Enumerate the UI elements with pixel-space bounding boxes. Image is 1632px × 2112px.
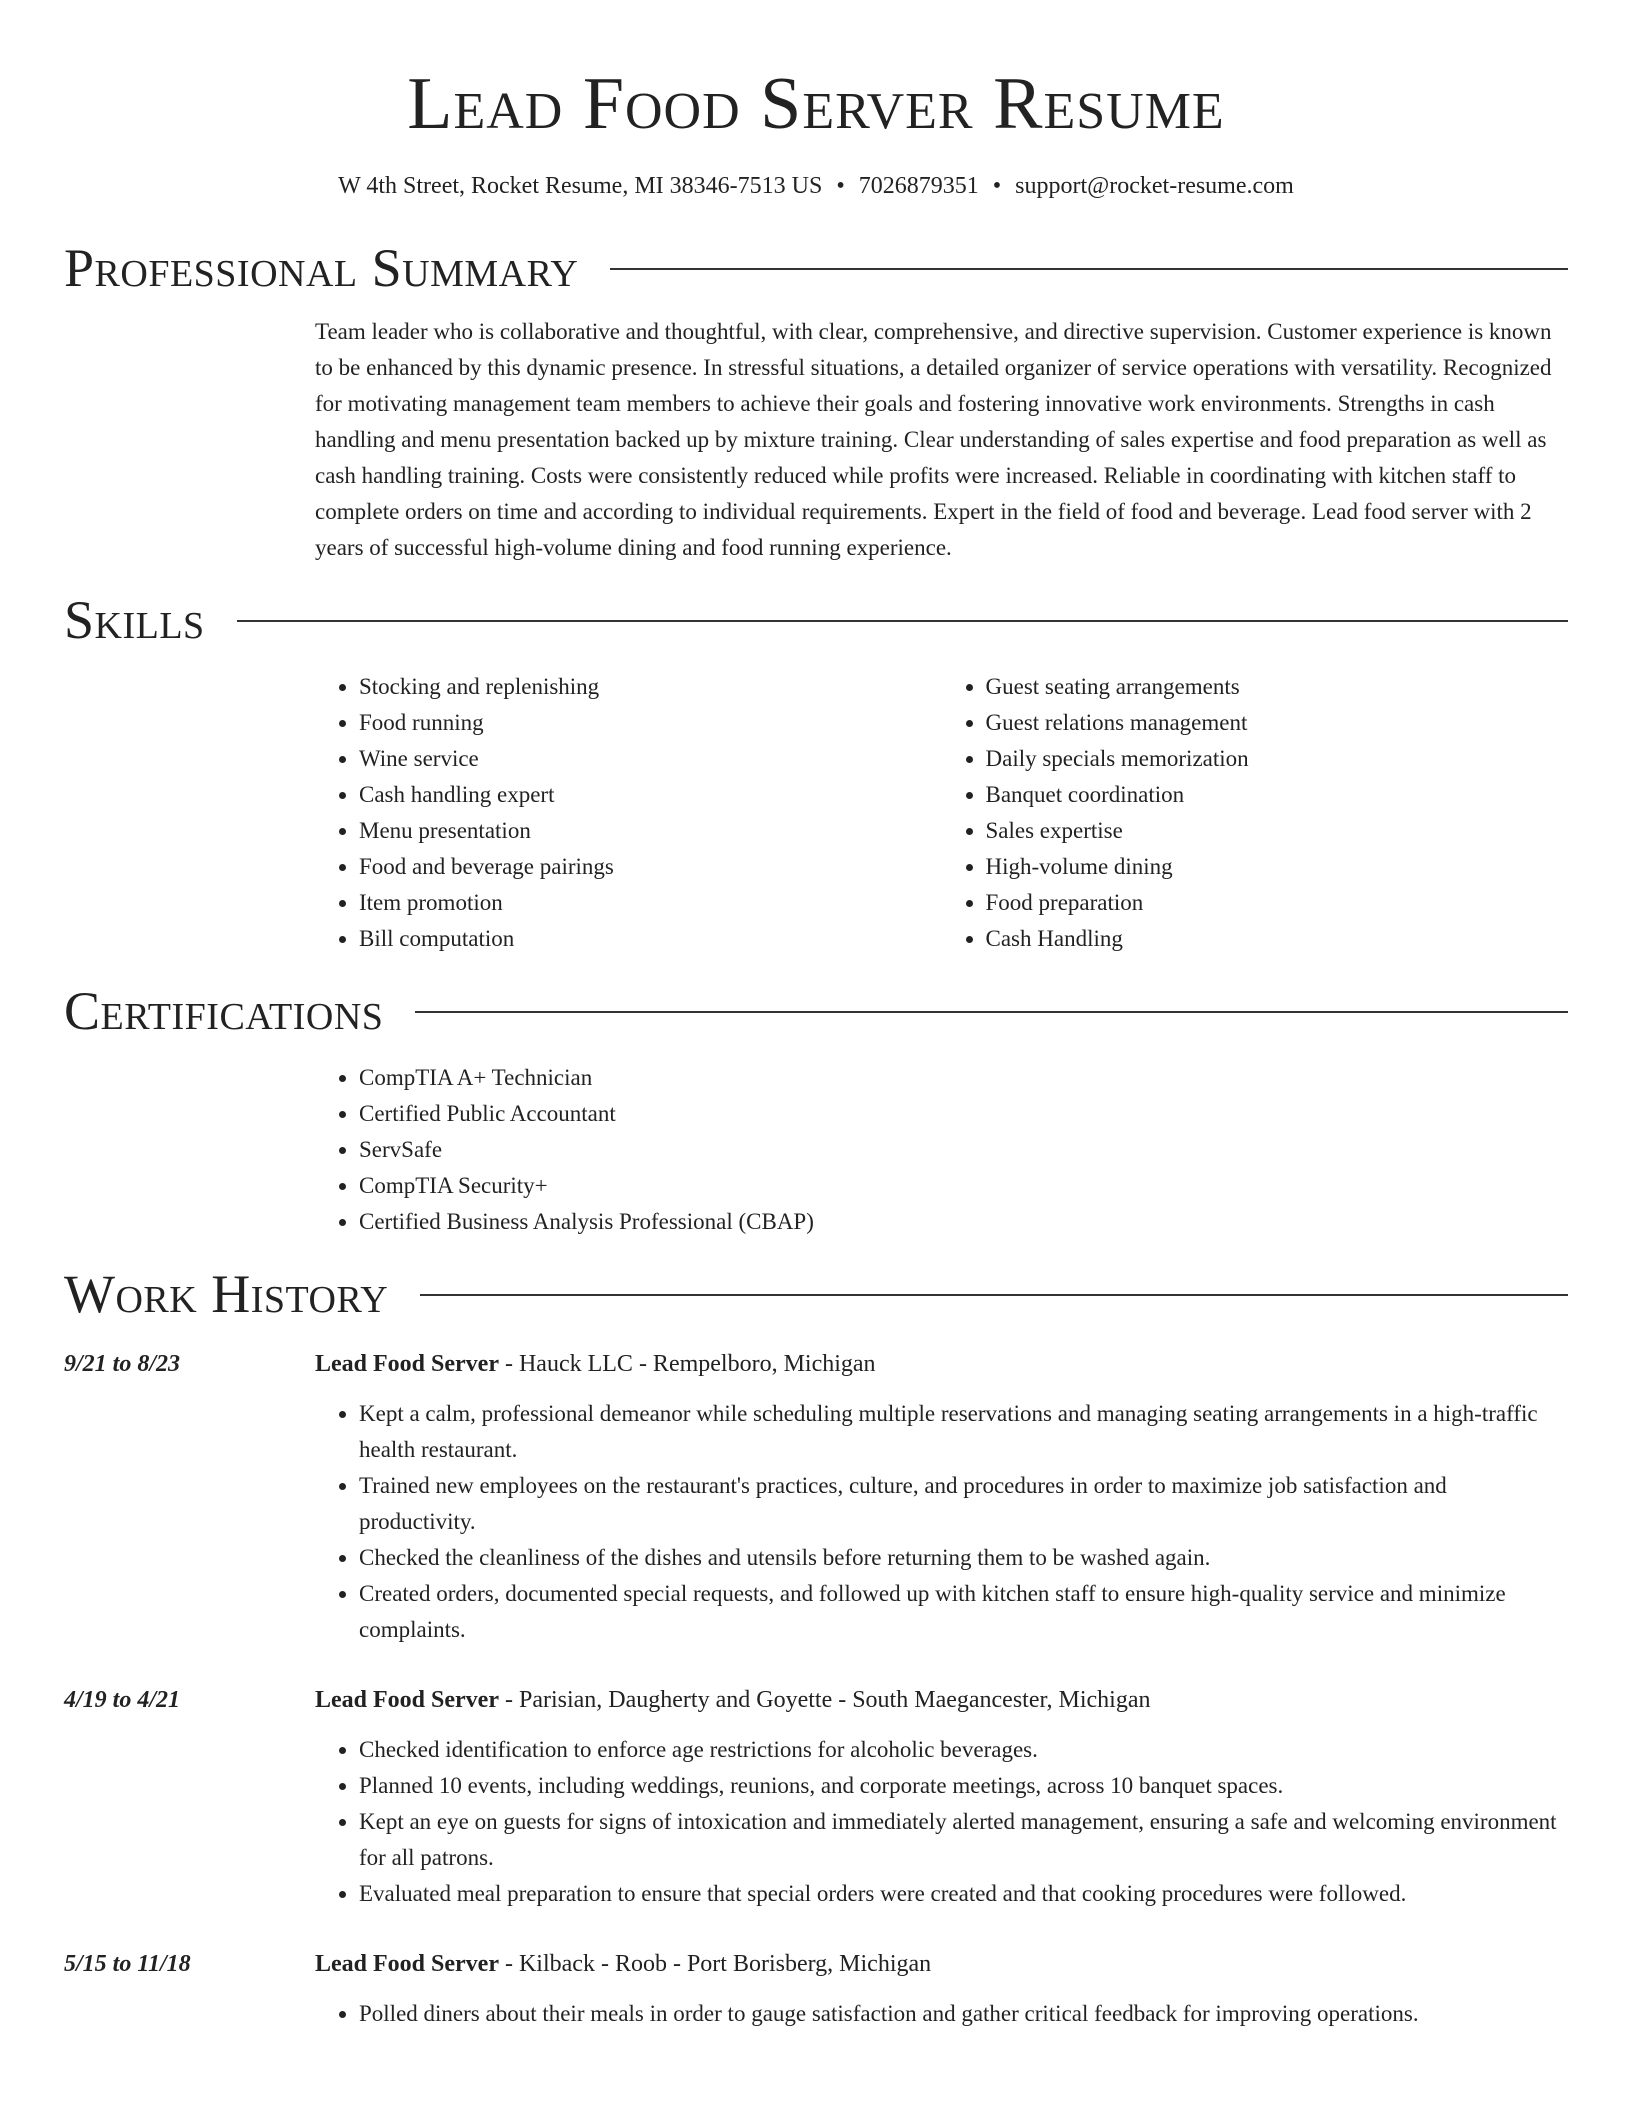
certification-item: • ServSafe xyxy=(359,1132,1568,1168)
job-heading xyxy=(315,1346,1568,1382)
job-duty: • Checked the cleanliness of the dishes and utensils before returning them to be washed again. xyxy=(359,1540,1568,1576)
certifications-list xyxy=(315,1060,1568,1240)
job-employer: - Hauck LLC - Rempelboro, Michigan xyxy=(498,1351,876,1377)
skill-item: • Cash handling expert xyxy=(359,777,942,813)
job-employer: - Parisian, Daugherty and Goyette - South Maegancester, Michigan xyxy=(498,1687,1151,1713)
job-duty: • Planned 10 events, including weddings, reunions, and corporate meetings, across 10 banquet spaces. xyxy=(359,1768,1568,1804)
job-duties xyxy=(315,1996,1568,2032)
job-duties xyxy=(315,1396,1568,1648)
job-dates: 9/21 to 8/23 xyxy=(64,1351,181,1377)
certification-item: • Certified Public Accountant xyxy=(359,1096,1568,1132)
certification-item: • Certified Business Analysis Professional (CBAP) xyxy=(359,1204,1568,1240)
skill-item: • Banquet coordination xyxy=(986,777,1569,813)
skill-item: • Guest relations management xyxy=(986,705,1569,741)
summary-text: Team leader who is collaborative and thoughtful, with clear, comprehensive, and directive supervision. Customer experience is known to be enhanced by this dynamic presence. In stressful situations, a detailed organizer of service operations with versatility. Recognized for motivating management team members to achieve their goals and fostering innovative work environments. Strengths in cash handling and menu presentation backed up by mixture training. Clear understanding of sales expertise and food preparation as well as cash handling training. Costs were consistently reduced while profits were increased. Reliable in coordinating with kitchen staff to complete orders on time and according to individual requirements. Expert in the field of food and beverage. Lead food server with 2 years of successful high-volume dining and food running experience. xyxy=(315,319,1552,560)
job-duty: • Evaluated meal preparation to ensure that special orders were created and that cooking procedures were followed. xyxy=(359,1876,1568,1912)
contact-phone: 7026879351 xyxy=(858,173,979,199)
job-duty: • Kept a calm, professional demeanor while scheduling multiple reservations and managing seating arrangements in a high-traffic health restaurant. xyxy=(359,1396,1568,1468)
skill-item: • Item promotion xyxy=(359,885,942,921)
skill-item: • Food running xyxy=(359,705,942,741)
resume-title: Lead Food Server Resume xyxy=(407,63,1225,145)
job-duty: • Trained new employees on the restaurant's practices, culture, and procedures in order to maximize job satisfaction and productivity. xyxy=(359,1468,1568,1540)
contact-separator: • xyxy=(992,173,1002,199)
job-entry xyxy=(64,1946,1568,2032)
summary-heading: Professional Summary xyxy=(64,238,579,298)
skill-item: • Stocking and replenishing xyxy=(359,669,942,705)
job-duties xyxy=(315,1732,1568,1912)
job-dates: 5/15 to 11/18 xyxy=(64,1951,191,1977)
resume-page xyxy=(64,0,1568,2032)
job-entry xyxy=(64,1682,1568,1912)
job-duty: • Checked identification to enforce age restrictions for alcoholic beverages. xyxy=(359,1732,1568,1768)
skill-item: • Daily specials memorization xyxy=(986,741,1569,777)
skills-list xyxy=(315,669,1568,957)
certifications-section-header xyxy=(64,979,1568,1043)
job-duty: • Created orders, documented special requests, and followed up with kitchen staff to ensure high-quality service and minimize complaints. xyxy=(359,1576,1568,1648)
skills-section-header xyxy=(64,588,1568,652)
skill-item: • Cash Handling xyxy=(986,921,1569,957)
section-divider xyxy=(610,268,1568,270)
contact-separator: • xyxy=(836,173,845,199)
job-entry xyxy=(64,1346,1568,1648)
contact-line xyxy=(64,170,1568,202)
summary-section-header xyxy=(64,236,1568,300)
skill-item: • Bill computation xyxy=(359,921,942,957)
contact-email: support@rocket-resume.com xyxy=(1015,173,1294,199)
summary-body xyxy=(315,314,1568,566)
section-divider xyxy=(415,1011,1568,1013)
work-history-heading: Work History xyxy=(64,1264,389,1324)
skill-item: • Food preparation xyxy=(986,885,1569,921)
certification-item: • CompTIA A+ Technician xyxy=(359,1060,1568,1096)
work-history-section-header xyxy=(64,1262,1568,1326)
job-heading xyxy=(315,1946,1568,1982)
job-title: Lead Food Server xyxy=(315,1687,499,1713)
skill-item: • Wine service xyxy=(359,741,942,777)
skill-item: • Food and beverage pairings xyxy=(359,849,942,885)
job-title: Lead Food Server xyxy=(315,1951,499,1977)
skill-item: • Guest seating arrangements xyxy=(986,669,1569,705)
job-duty: • Polled diners about their meals in order to gauge satisfaction and gather critical feedback for improving operations. xyxy=(359,1996,1568,2032)
skill-item: • Menu presentation xyxy=(359,813,942,849)
skills-column-right xyxy=(942,669,1569,957)
certification-item: • CompTIA Security+ xyxy=(359,1168,1568,1204)
skill-item: • Sales expertise xyxy=(986,813,1569,849)
section-divider xyxy=(420,1294,1568,1296)
job-dates: 4/19 to 4/21 xyxy=(64,1687,181,1713)
contact-address: W 4th Street, Rocket Resume, MI 38346-7513 US xyxy=(338,173,823,199)
skills-heading: Skills xyxy=(64,590,205,650)
job-employer: - Kilback - Roob - Port Borisberg, Michigan xyxy=(498,1951,932,1977)
job-duty: • Kept an eye on guests for signs of intoxication and immediately alerted management, ensuring a safe and welcoming environment for all patrons. xyxy=(359,1804,1568,1876)
skill-item: • High-volume dining xyxy=(986,849,1569,885)
certifications-heading: Certifications xyxy=(64,981,384,1041)
job-heading xyxy=(315,1682,1568,1718)
section-divider xyxy=(237,620,1568,622)
job-title: Lead Food Server xyxy=(315,1351,499,1377)
skills-column-left xyxy=(315,669,942,957)
